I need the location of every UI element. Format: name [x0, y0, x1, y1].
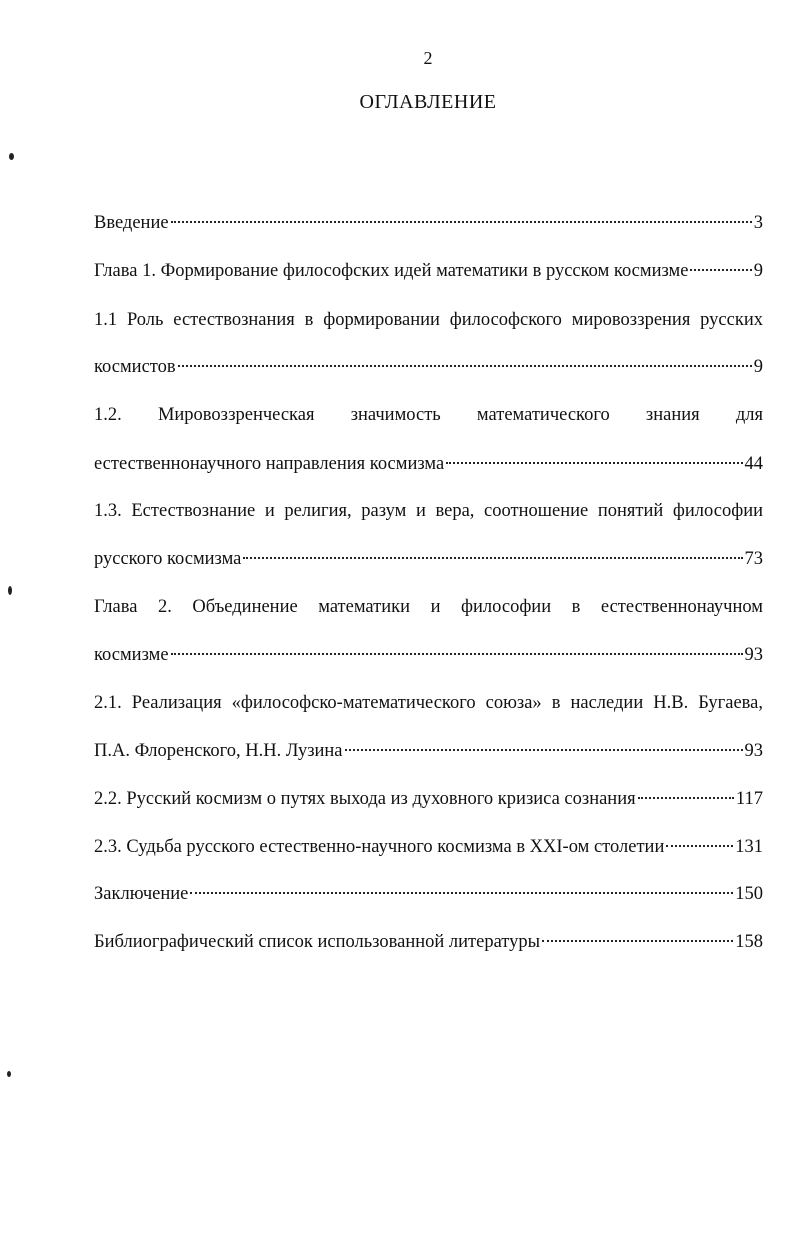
toc-entry-intro[interactable] [94, 210, 763, 236]
toc-entry-page: 93 [744, 645, 763, 665]
dot-leader [690, 269, 751, 271]
toc-entry-1-2[interactable] [94, 451, 763, 477]
page-title: ОГЛАВЛЕНИЕ [359, 91, 497, 113]
toc-entry-title: Введение [94, 213, 169, 233]
toc-entry-chapter-2[interactable] [94, 642, 763, 668]
table-of-contents [94, 0, 763, 1243]
toc-entry-title: 2.2. Русский космизм о путях выхода из духовного кризиса сознания [94, 789, 636, 809]
toc-entry-page: 9 [753, 261, 763, 281]
scan-speck [8, 586, 12, 595]
toc-entry-page: 93 [744, 741, 763, 761]
toc-entry-1-2-line1[interactable]: 1.2. Мировоззренческая значимость математического знания для [94, 405, 763, 425]
toc-entry-2-2[interactable] [94, 786, 763, 812]
dot-leader [171, 221, 752, 223]
toc-entry-2-3[interactable] [94, 834, 763, 860]
toc-entry-title: космистов [94, 357, 176, 377]
page-number: 2 [423, 48, 433, 68]
toc-entry-2-1-line1[interactable]: 2.1. Реализация «философско-математического союза» в наследии Н.В. Бугаева, [94, 693, 763, 713]
dot-leader [190, 892, 733, 894]
toc-entry-1-3[interactable] [94, 546, 763, 572]
toc-entry-1-1-line1[interactable]: 1.1 Роль естествознания в формировании философского мировоззрения русских [94, 310, 763, 330]
toc-entry-page: 73 [744, 549, 763, 569]
toc-entry-title: Заключение [94, 884, 189, 904]
toc-entry-bibliography[interactable] [94, 929, 763, 955]
toc-entry-page: 158 [735, 932, 763, 952]
toc-entry-title: Библиографический список использованной литературы [94, 932, 541, 952]
toc-entry-1-3-line1[interactable]: 1.3. Естествознание и религия, разум и вера, соотношение понятий философии [94, 501, 763, 521]
toc-entry-page: 117 [735, 789, 763, 809]
toc-entry-title: П.А. Флоренского, Н.Н. Лузина [94, 741, 343, 761]
toc-entry-title: 2.3. Судьба русского естественно-научного космизма в XXI-ом столетии [94, 837, 665, 857]
toc-entry-1-1[interactable] [94, 354, 763, 380]
toc-entry-conclusion[interactable] [94, 881, 763, 907]
dot-leader [345, 749, 743, 751]
dot-leader [542, 940, 733, 942]
toc-entry-page: 44 [744, 454, 763, 474]
toc-entry-page: 9 [753, 357, 763, 377]
toc-entry-page: 131 [735, 837, 763, 857]
scan-speck [7, 1071, 11, 1077]
toc-entry-2-1[interactable] [94, 738, 763, 764]
toc-entry-chapter-2-line1[interactable]: Глава 2. Объединение математики и философии в естественнонаучном [94, 597, 763, 617]
dot-leader [638, 797, 734, 799]
dot-leader [243, 557, 742, 559]
toc-entry-chapter-1[interactable] [94, 258, 763, 284]
dot-leader [446, 462, 742, 464]
scan-speck [9, 153, 14, 160]
toc-entry-page: 3 [753, 213, 763, 233]
dot-leader [178, 365, 752, 367]
toc-entry-title: естественнонаучного направления космизма [94, 454, 445, 474]
dot-leader [171, 653, 743, 655]
toc-entry-page: 150 [735, 884, 763, 904]
toc-entry-title: русского космизма [94, 549, 242, 569]
toc-entry-title: Глава 1. Формирование философских идей математики в русском космизме [94, 261, 689, 281]
toc-entry-title: космизме [94, 645, 169, 665]
dot-leader [666, 845, 733, 847]
